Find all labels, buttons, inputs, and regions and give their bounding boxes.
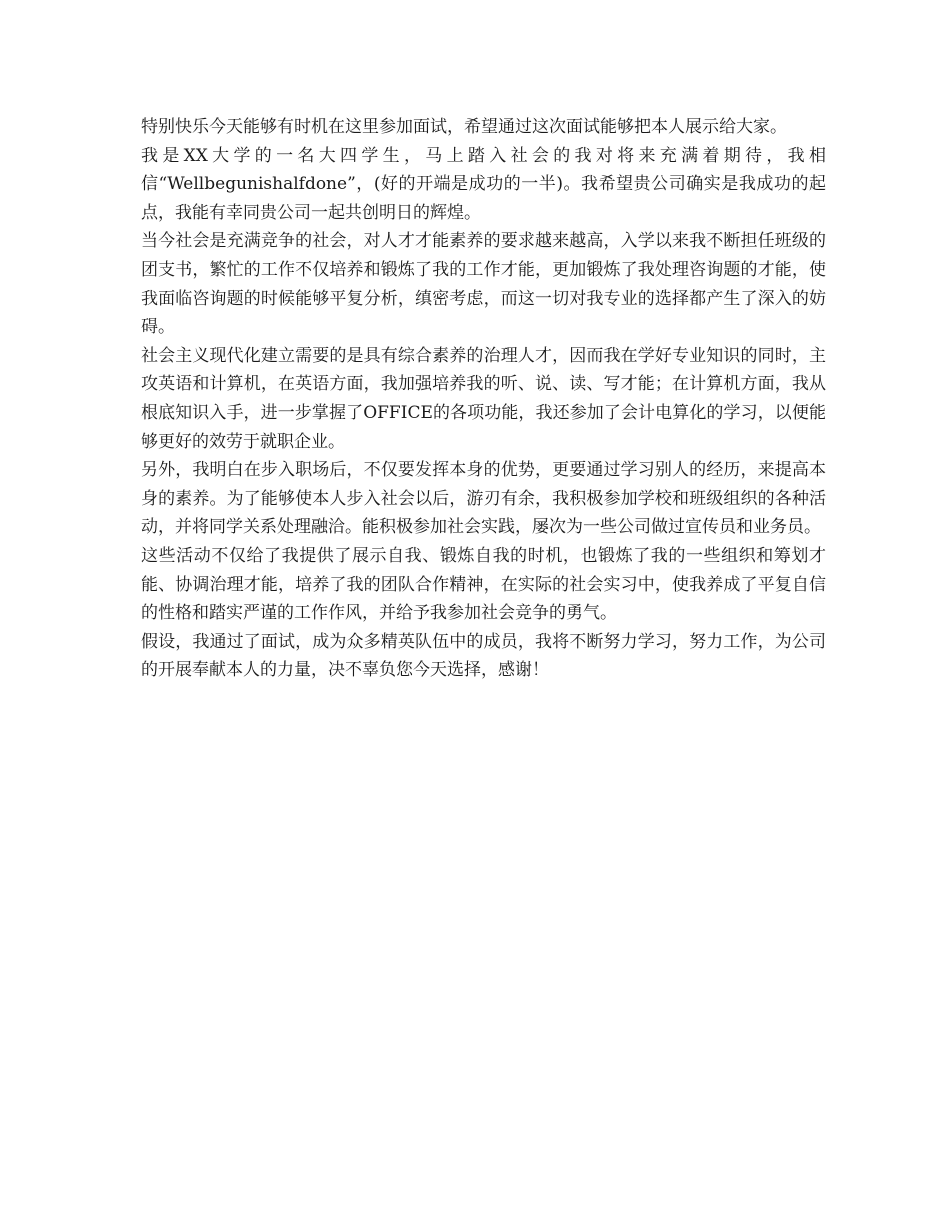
paragraph-growth: 这些活动不仅给了我提供了展示自我、锻炼自我的时机，也锻炼了我的一些组织和筹划才能、协调治理才能，培养了我的团队合作精神，在实际的社会实习中，使我养成了平复自信的性格和踏实严谨的工作作风，并给予我参加社会竞争的勇气。 <box>141 545 826 624</box>
paragraph-skills: 社会主义现代化建立需要的是具有综合素养的治理人才，因而我在学好专业知识的同时，主攻英语和计算机，在英语方面，我加强培养我的听、说、读、写才能；在计算机方面，我从根底知识入手，进一步掌握了OFFICE的各项功能，我还参加了会计电算化的学习，以便能够更好的效劳于就职企业。 <box>141 345 826 452</box>
paragraph-closing: 假设，我通过了面试，成为众多精英队伍中的成员，我将不断努力学习，努力工作，为公司的开展奉献本人的力量，决不辜负您今天选择，感谢！ <box>141 631 826 681</box>
paragraph-introduction: 我是XX大学的一名大四学生，马上踏入社会的我对将来充满着期待，我相信“Wellbegunishalfdone”，(好的开端是成功的一半)。我希望贵公司确实是我成功的起点，我能有幸同贵公司一起共创明日的辉煌。 <box>141 145 826 223</box>
paragraph-activities: 另外，我明白在步入职场后，不仅要发挥本身的优势，更要通过学习别人的经历，来提高本身的素养。为了能够使本人步入社会以后，游刃有余，我积极参加学校和班级组织的各种活动，并将同学关系处理融洽。能积极参加社会实践，屡次为一些公司做过宣传员和业务员。 <box>141 460 826 538</box>
document-body <box>141 113 826 685</box>
paragraph-greeting: 特别快乐今天能够有时机在这里参加面试，希望通过这次面试能够把本人展示给大家。 <box>141 117 787 137</box>
paragraph-work-experience: 当今社会是充满竞争的社会，对人才才能素养的要求越来越高，入学以来我不断担任班级的团支书，繁忙的工作不仅培养和锻炼了我的工作才能，更加锻炼了我处理咨询题的才能，使我面临咨询题的时候能够平复分析，缜密考虑，而这一切对我专业的选择都产生了深入的妨碍。 <box>141 231 826 338</box>
